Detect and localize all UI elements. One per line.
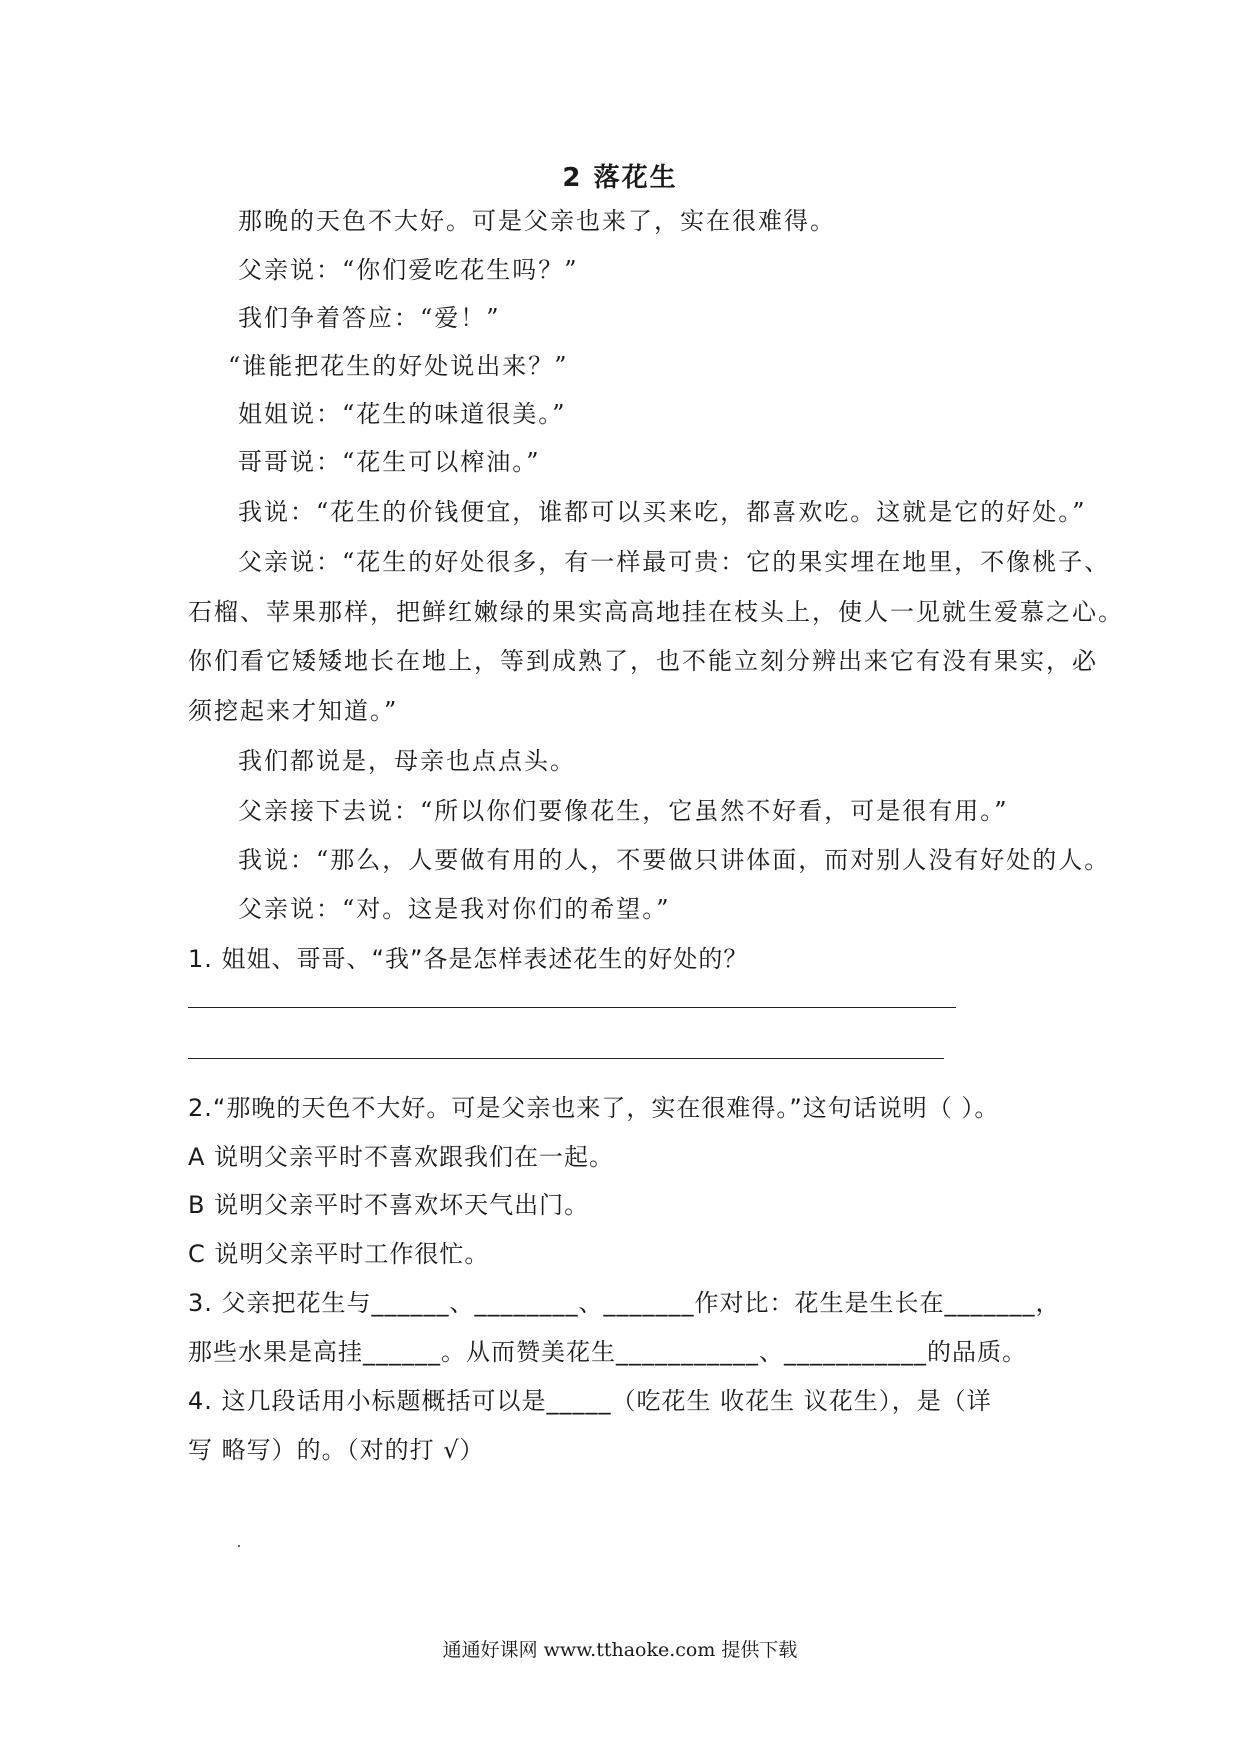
question-4-line-2: 写 略写）的。（对的打 √）: [188, 1436, 485, 1464]
question-2-option-a: A 说明父亲平时不喜欢跟我们在一起。: [188, 1143, 615, 1171]
passage-line-6: 哥哥说：“花生可以榨油。”: [238, 448, 541, 476]
passage-line-7: 我说：“花生的价钱便宜，谁都可以买来吃，都喜欢吃。这就是它的好处。”: [238, 498, 1087, 526]
question-4-line-1: 4. 这几段话用小标题概括可以是_____（吃花生 收花生 议花生），是（详: [188, 1387, 992, 1415]
passage-line-13: 父亲接下去说：“所以你们要像花生，它虽然不好看，可是很有用。”: [238, 797, 1009, 825]
question-1: 1. 姐姐、哥哥、“我”各是怎样表述花生的好处的？: [188, 945, 749, 973]
passage-line-14: 我说：“那么，人要做有用的人，不要做只讲体面，而对别人没有好处的人。: [238, 846, 1111, 874]
passage-line-3: 我们争着答应：“爱！”: [238, 304, 501, 332]
question-3-line-2: 那些水果是高挂______。从而赞美花生___________、___________的品质。: [188, 1338, 1027, 1366]
passage-line-8: 父亲说：“花生的好处很多，有一样最可贵：它的果实埋在地里，不像桃子、: [238, 548, 1111, 576]
question-3-line-1: 3. 父亲把花生与______、________、_______作对比：花生是生长在_______，: [188, 1289, 1061, 1317]
passage-line-15: 父亲说：“对。这是我对你们的希望。”: [238, 895, 671, 923]
answer-line-2[interactable]: [188, 1058, 944, 1059]
scan-speck: [238, 1545, 240, 1547]
footer-credit: 通通好课网 www.tthaoke.com 提供下载: [442, 1639, 798, 1661]
question-2-option-c: C 说明父亲平时工作很忙。: [188, 1240, 490, 1268]
passage-line-2: 父亲说：“你们爱吃花生吗？”: [238, 256, 579, 284]
passage-line-4: “谁能把花生的好处说出来？”: [228, 352, 569, 380]
question-2-option-b: B 说明父亲平时不喜欢坏天气出门。: [188, 1191, 590, 1219]
lesson-title: 2 落花生: [562, 163, 678, 193]
answer-line-1[interactable]: [188, 1007, 956, 1008]
passage-line-9: 石榴、苹果那样，把鲜红嫩绿的果实高高地挂在枝头上，使人一见就生爱慕之心。: [188, 598, 1124, 626]
passage-line-10: 你们看它矮矮地长在地上，等到成熟了，也不能立刻分辨出来它有没有果实，必: [188, 647, 1098, 675]
passage-line-12: 我们都说是，母亲也点点头。: [238, 747, 576, 775]
question-2: 2.“那晚的天色不大好。可是父亲也来了，实在很难得。”这句话说明（ ）。: [188, 1094, 1000, 1122]
passage-line-11: 须挖起来才知道。”: [188, 697, 399, 725]
passage-line-5: 姐姐说：“花生的味道很美。”: [238, 400, 567, 428]
passage-line-1: 那晚的天色不大好。可是父亲也来了，实在很难得。: [238, 207, 836, 235]
